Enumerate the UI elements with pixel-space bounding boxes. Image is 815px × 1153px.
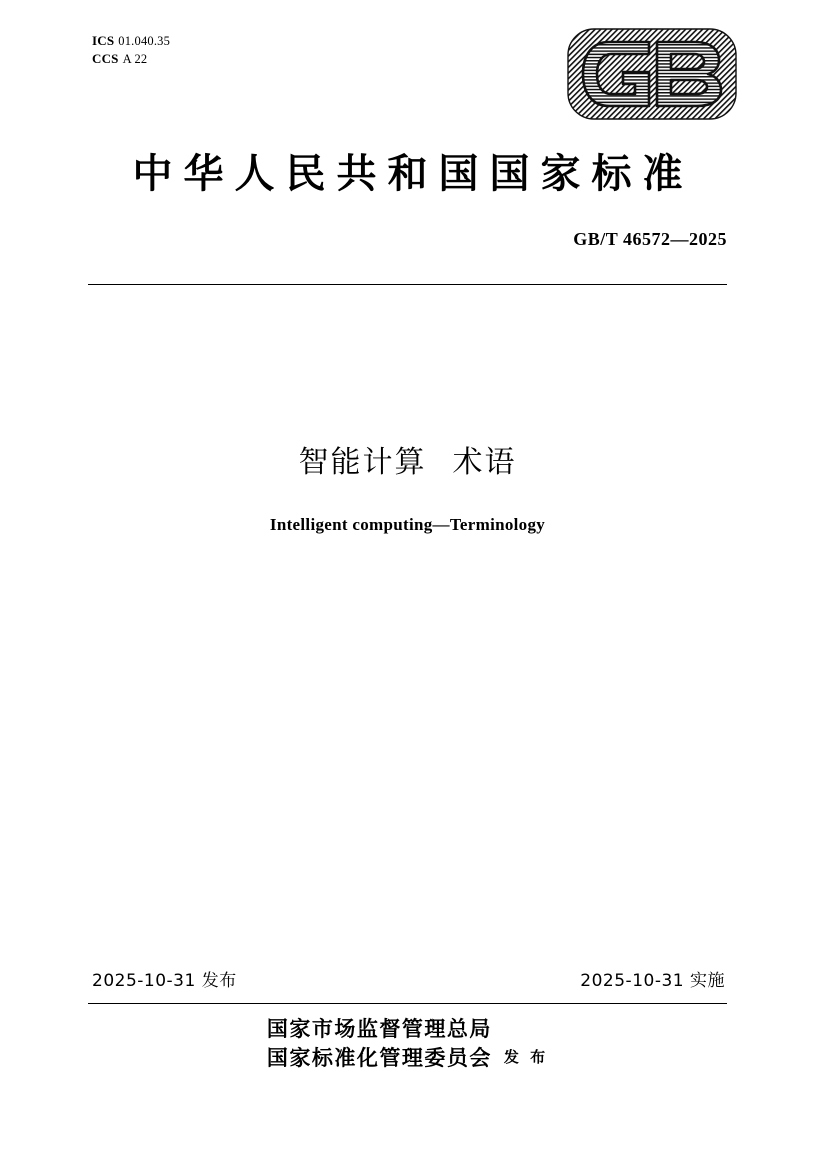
document-title-chinese-main: 智能计算 xyxy=(298,445,427,480)
document-title-english: Intelligent computing—Terminology xyxy=(269,515,546,534)
ics-line xyxy=(92,32,170,50)
ccs-value: A 22 xyxy=(122,52,148,66)
ccs-label: CCS xyxy=(92,51,119,66)
document-title-chinese xyxy=(0,437,815,481)
issuing-authority xyxy=(0,1014,815,1072)
classification-codes xyxy=(92,32,170,68)
issuer-line-1: 国家市场监督管理总局 xyxy=(266,1016,492,1041)
gb-emblem-icon xyxy=(567,28,737,120)
divider-bottom xyxy=(88,1003,727,1004)
document-title-chinese-sub: 术语 xyxy=(452,445,517,480)
implementation-date: 2025-10-31 实施 xyxy=(580,971,725,991)
ics-label: ICS xyxy=(92,33,115,48)
issuer-publish-label: 发 布 xyxy=(503,1048,549,1066)
issue-date: 2025-10-31 发布 xyxy=(92,971,237,991)
issuer-names xyxy=(267,1014,492,1072)
ccs-line xyxy=(92,50,170,68)
national-standard-title: 中华人民共和国国家标准 xyxy=(132,150,694,197)
standard-number: GB/T 46572—2025 xyxy=(573,229,727,249)
ics-value: 01.040.35 xyxy=(118,34,171,48)
issuer-line-2: 国家标准化管理委员会 xyxy=(266,1045,492,1070)
divider-top xyxy=(88,284,727,285)
